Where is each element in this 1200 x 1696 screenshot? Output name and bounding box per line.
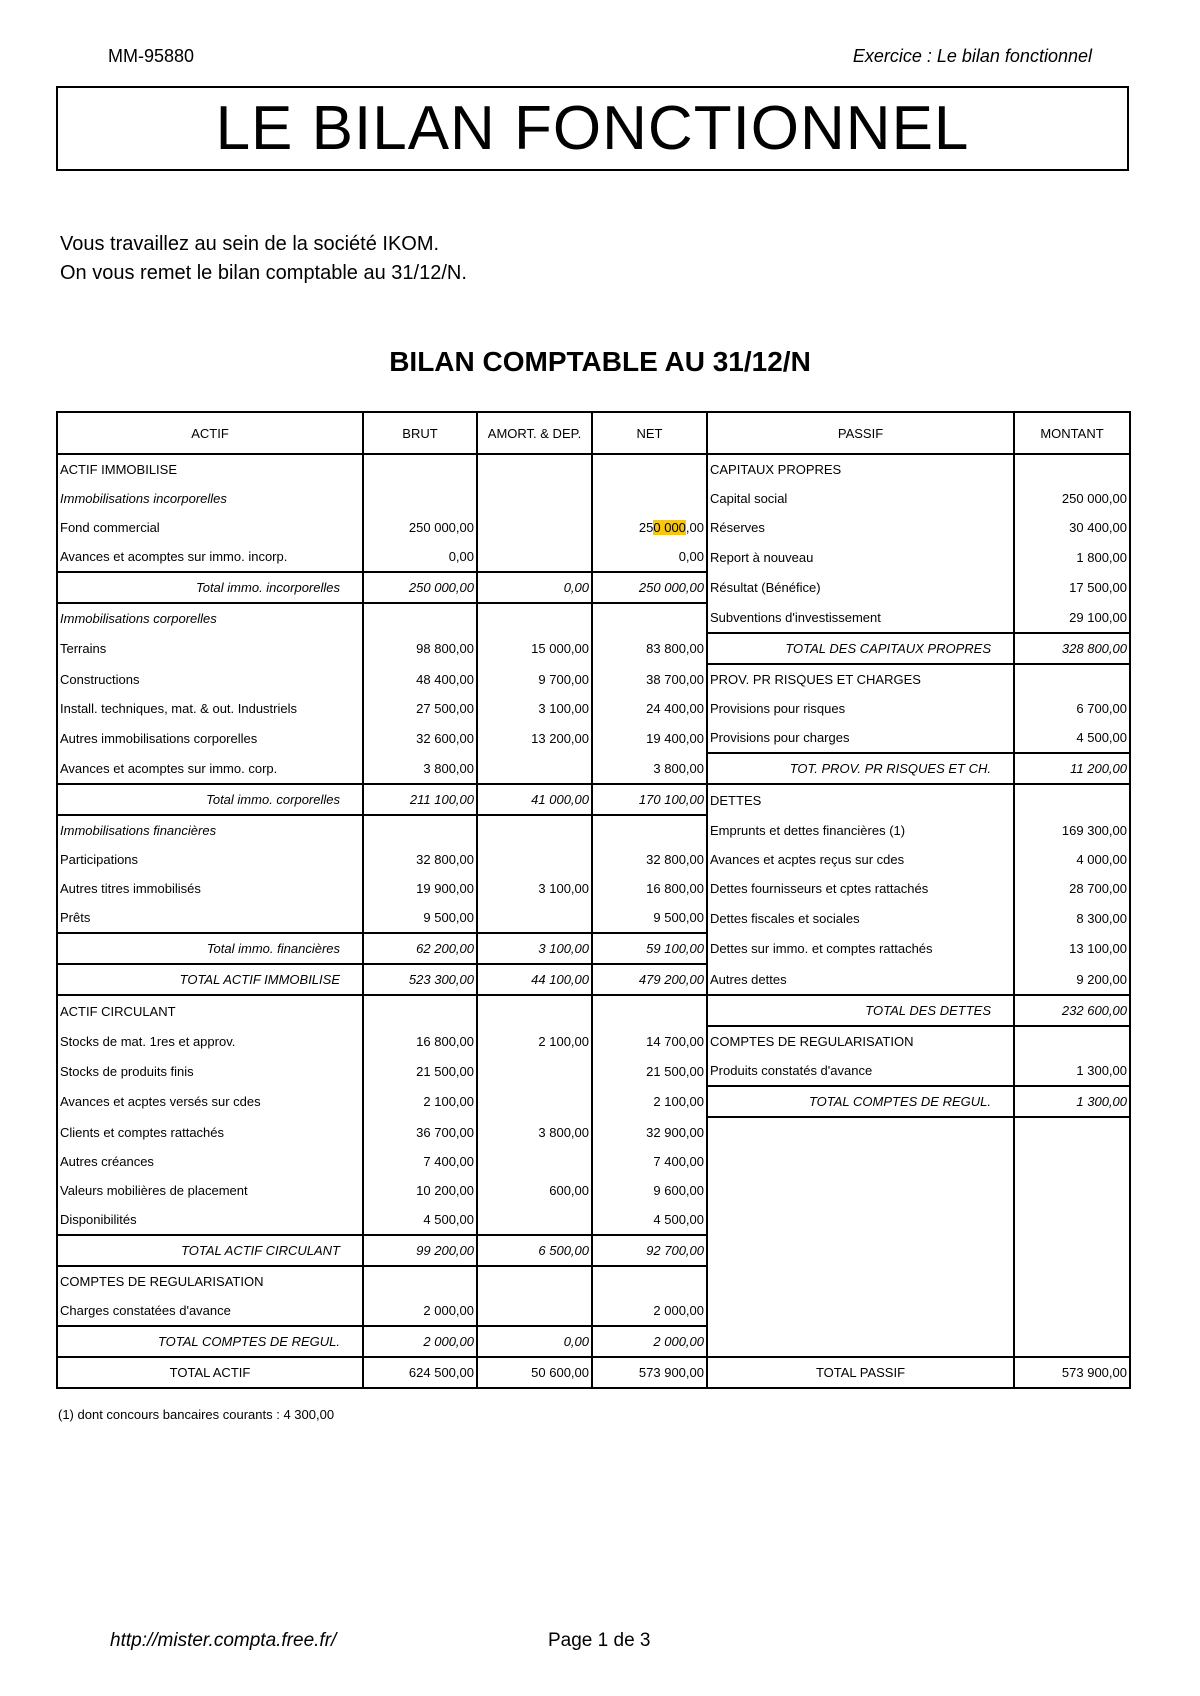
passif-label-cell: Emprunts et dettes financières (1) (707, 815, 1014, 845)
actif-label-cell: Autres titres immobilisés (57, 874, 363, 903)
brut-cell: 19 900,00 (363, 874, 477, 903)
brut-cell: 624 500,00 (363, 1357, 477, 1388)
passif-label-cell: DETTES (707, 784, 1014, 815)
col-header-montant: MONTANT (1014, 412, 1130, 454)
passif-label-cell: TOTAL DES CAPITAUX PROPRES (707, 633, 1014, 664)
table-row (57, 1326, 1130, 1357)
table-row (57, 1296, 1130, 1326)
actif-label-cell: Total immo. corporelles (57, 784, 363, 815)
net-cell: 2 000,00 (592, 1296, 707, 1326)
montant-cell (1014, 1205, 1130, 1235)
table-row (57, 1266, 1130, 1296)
actif-label-cell: Disponibilités (57, 1205, 363, 1235)
net-cell: 83 800,00 (592, 633, 707, 664)
montant-cell: 169 300,00 (1014, 815, 1130, 845)
brut-cell: 211 100,00 (363, 784, 477, 815)
actif-label-cell: Autres immobilisations corporelles (57, 723, 363, 753)
montant-cell (1014, 1235, 1130, 1266)
table-row (57, 845, 1130, 874)
actif-label-cell: TOTAL ACTIF IMMOBILISE (57, 964, 363, 995)
page-title: LE BILAN FONCTIONNEL (56, 86, 1129, 171)
net-cell: 32 800,00 (592, 845, 707, 874)
actif-label-cell: ACTIF CIRCULANT (57, 995, 363, 1026)
amort-cell (477, 603, 592, 633)
passif-label-cell: CAPITAUX PROPRES (707, 454, 1014, 484)
passif-label-cell (707, 1326, 1014, 1357)
col-header-actif: ACTIF (57, 412, 363, 454)
brut-cell (363, 603, 477, 633)
amort-cell: 44 100,00 (477, 964, 592, 995)
net-cell: 3 800,00 (592, 753, 707, 784)
actif-label-cell: Charges constatées d'avance (57, 1296, 363, 1326)
amort-cell (477, 542, 592, 572)
table-row (57, 1086, 1130, 1117)
amort-cell (477, 1296, 592, 1326)
table-row (57, 633, 1130, 664)
net-cell (592, 603, 707, 633)
amort-cell (477, 1086, 592, 1117)
amort-cell (477, 1147, 592, 1176)
actif-label-cell: Avances et acomptes sur immo. incorp. (57, 542, 363, 572)
actif-label-cell: Participations (57, 845, 363, 874)
amort-cell (477, 1205, 592, 1235)
brut-cell (363, 1266, 477, 1296)
net-cell (592, 484, 707, 513)
table-row (57, 603, 1130, 633)
net-cell (592, 815, 707, 845)
montant-cell: 11 200,00 (1014, 753, 1130, 784)
amort-cell: 0,00 (477, 572, 592, 603)
actif-label-cell: Immobilisations financières (57, 815, 363, 845)
actif-label-cell: Total immo. financières (57, 933, 363, 964)
amort-cell: 0,00 (477, 1326, 592, 1357)
brut-cell: 7 400,00 (363, 1147, 477, 1176)
actif-label-cell: Stocks de produits finis (57, 1056, 363, 1086)
passif-label-cell: TOTAL COMPTES DE REGUL. (707, 1086, 1014, 1117)
amort-cell: 15 000,00 (477, 633, 592, 664)
montant-cell: 17 500,00 (1014, 572, 1130, 603)
table-row (57, 484, 1130, 513)
table-row (57, 784, 1130, 815)
page-number: Page 1 de 3 (548, 1630, 651, 1651)
actif-label-cell: TOTAL ACTIF CIRCULANT (57, 1235, 363, 1266)
brut-cell (363, 454, 477, 484)
table-row (57, 513, 1130, 542)
amort-cell (477, 815, 592, 845)
actif-label-cell: Terrains (57, 633, 363, 664)
footer-url[interactable]: http://mister.compta.free.fr/ (110, 1630, 337, 1651)
passif-label-cell: Réserves (707, 513, 1014, 542)
passif-label-cell: Dettes fiscales et sociales (707, 903, 1014, 933)
intro-line-2: On vous remet le bilan comptable au 31/12/N. (60, 262, 467, 284)
balance-sheet-table (56, 411, 1131, 1389)
amort-cell: 600,00 (477, 1176, 592, 1205)
actif-label-cell: Autres créances (57, 1147, 363, 1176)
amort-cell: 9 700,00 (477, 664, 592, 694)
brut-cell: 99 200,00 (363, 1235, 477, 1266)
passif-label-cell (707, 1266, 1014, 1296)
brut-cell: 250 000,00 (363, 572, 477, 603)
brut-cell: 2 000,00 (363, 1296, 477, 1326)
net-cell: 14 700,00 (592, 1026, 707, 1056)
montant-cell (1014, 784, 1130, 815)
brut-cell (363, 995, 477, 1026)
passif-label-cell: Report à nouveau (707, 542, 1014, 572)
brut-cell (363, 484, 477, 513)
amort-cell (477, 753, 592, 784)
montant-cell (1014, 1326, 1130, 1357)
passif-label-cell: Produits constatés d'avance (707, 1056, 1014, 1086)
net-cell (592, 1266, 707, 1296)
table-row (57, 1117, 1130, 1147)
table-row (57, 1357, 1130, 1388)
montant-cell: 1 300,00 (1014, 1056, 1130, 1086)
table-row (57, 815, 1130, 845)
brut-cell: 21 500,00 (363, 1056, 477, 1086)
table-row (57, 1056, 1130, 1086)
passif-label-cell (707, 1117, 1014, 1147)
col-header-passif: PASSIF (707, 412, 1014, 454)
net-cell: 38 700,00 (592, 664, 707, 694)
montant-cell: 4 500,00 (1014, 723, 1130, 753)
brut-cell: 523 300,00 (363, 964, 477, 995)
actif-label-cell: Avances et acomptes sur immo. corp. (57, 753, 363, 784)
brut-cell: 4 500,00 (363, 1205, 477, 1235)
net-cell: 170 100,00 (592, 784, 707, 815)
passif-label-cell: Autres dettes (707, 964, 1014, 995)
net-cell: 250 000,00 (592, 513, 707, 542)
table-row (57, 1147, 1130, 1176)
net-cell: 21 500,00 (592, 1056, 707, 1086)
montant-cell (1014, 1117, 1130, 1147)
net-cell: 2 000,00 (592, 1326, 707, 1357)
net-cell: 9 500,00 (592, 903, 707, 933)
amort-cell (477, 484, 592, 513)
net-cell: 92 700,00 (592, 1235, 707, 1266)
amort-cell: 2 100,00 (477, 1026, 592, 1056)
montant-cell: 1 800,00 (1014, 542, 1130, 572)
montant-cell: 4 000,00 (1014, 845, 1130, 874)
actif-label-cell: Prêts (57, 903, 363, 933)
search-highlight: 0 000 (653, 520, 686, 535)
table-row (57, 903, 1130, 933)
actif-label-cell: Constructions (57, 664, 363, 694)
table-row (57, 454, 1130, 484)
actif-label-cell: Immobilisations incorporelles (57, 484, 363, 513)
amort-cell: 3 100,00 (477, 933, 592, 964)
passif-label-cell (707, 1147, 1014, 1176)
brut-cell: 32 800,00 (363, 845, 477, 874)
document-reference: MM-95880 (108, 46, 195, 66)
col-header-amort: AMORT. & DEP. (477, 412, 592, 454)
montant-cell: 13 100,00 (1014, 933, 1130, 964)
actif-label-cell: Stocks de mat. 1res et approv. (57, 1026, 363, 1056)
table-row (57, 874, 1130, 903)
table-row (57, 694, 1130, 723)
table-row (57, 542, 1130, 572)
footnote: (1) dont concours bancaires courants : 4 300,00 (58, 1407, 335, 1422)
passif-label-cell: Subventions d'investissement (707, 603, 1014, 633)
actif-label-cell: Valeurs mobilières de placement (57, 1176, 363, 1205)
table-row (57, 1235, 1130, 1266)
table-row (57, 933, 1130, 964)
brut-cell: 10 200,00 (363, 1176, 477, 1205)
passif-label-cell: TOT. PROV. PR RISQUES ET CH. (707, 753, 1014, 784)
table-row (57, 1205, 1130, 1235)
net-cell (592, 995, 707, 1026)
actif-label-cell: TOTAL ACTIF (57, 1357, 363, 1388)
passif-label-cell (707, 1176, 1014, 1205)
brut-cell: 48 400,00 (363, 664, 477, 694)
table-row (57, 964, 1130, 995)
passif-label-cell: PROV. PR RISQUES ET CHARGES (707, 664, 1014, 694)
passif-label-cell: Dettes sur immo. et comptes rattachés (707, 933, 1014, 964)
table-header-row (57, 412, 1130, 454)
montant-cell: 28 700,00 (1014, 874, 1130, 903)
actif-label-cell: Avances et acptes versés sur cdes (57, 1086, 363, 1117)
actif-label-cell: Immobilisations corporelles (57, 603, 363, 633)
amort-cell: 3 100,00 (477, 694, 592, 723)
net-cell: 7 400,00 (592, 1147, 707, 1176)
amort-cell: 13 200,00 (477, 723, 592, 753)
amort-cell (477, 454, 592, 484)
brut-cell: 2 000,00 (363, 1326, 477, 1357)
passif-label-cell: Résultat (Bénéfice) (707, 572, 1014, 603)
net-cell: 19 400,00 (592, 723, 707, 753)
net-cell: 250 000,00 (592, 572, 707, 603)
table-row (57, 995, 1130, 1026)
passif-label-cell: TOTAL DES DETTES (707, 995, 1014, 1026)
exercise-label: Exercice : Le bilan fonctionnel (852, 46, 1092, 66)
passif-label-cell: Provisions pour charges (707, 723, 1014, 753)
net-cell: 2 100,00 (592, 1086, 707, 1117)
passif-label-cell: COMPTES DE REGULARISATION (707, 1026, 1014, 1056)
amort-cell (477, 1266, 592, 1296)
bilan-title: BILAN COMPTABLE AU 31/12/N (389, 346, 811, 377)
intro-text (60, 230, 467, 288)
net-cell: 32 900,00 (592, 1117, 707, 1147)
actif-label-cell: Fond commercial (57, 513, 363, 542)
amort-cell: 3 100,00 (477, 874, 592, 903)
brut-cell (363, 815, 477, 845)
brut-cell: 0,00 (363, 542, 477, 572)
montant-cell: 6 700,00 (1014, 694, 1130, 723)
brut-cell: 27 500,00 (363, 694, 477, 723)
actif-label-cell: ACTIF IMMOBILISE (57, 454, 363, 484)
montant-cell: 9 200,00 (1014, 964, 1130, 995)
brut-cell: 32 600,00 (363, 723, 477, 753)
montant-cell: 8 300,00 (1014, 903, 1130, 933)
brut-cell: 36 700,00 (363, 1117, 477, 1147)
net-cell: 59 100,00 (592, 933, 707, 964)
amort-cell (477, 903, 592, 933)
amort-cell: 41 000,00 (477, 784, 592, 815)
actif-label-cell: COMPTES DE REGULARISATION (57, 1266, 363, 1296)
actif-label-cell: Clients et comptes rattachés (57, 1117, 363, 1147)
table-row (57, 723, 1130, 753)
brut-cell: 3 800,00 (363, 753, 477, 784)
net-cell: 0,00 (592, 542, 707, 572)
net-cell: 573 900,00 (592, 1357, 707, 1388)
montant-cell: 232 600,00 (1014, 995, 1130, 1026)
actif-label-cell: Install. techniques, mat. & out. Industriels (57, 694, 363, 723)
passif-label-cell (707, 1296, 1014, 1326)
table-row (57, 572, 1130, 603)
table-row (57, 753, 1130, 784)
intro-line-1: Vous travaillez au sein de la société IKOM. (60, 233, 440, 255)
passif-label-cell: TOTAL PASSIF (707, 1357, 1014, 1388)
table-row (57, 1026, 1130, 1056)
amort-cell (477, 1056, 592, 1086)
passif-label-cell: Avances et acptes reçus sur cdes (707, 845, 1014, 874)
montant-cell: 328 800,00 (1014, 633, 1130, 664)
brut-cell: 250 000,00 (363, 513, 477, 542)
table-row (57, 664, 1130, 694)
passif-label-cell (707, 1235, 1014, 1266)
amort-cell: 3 800,00 (477, 1117, 592, 1147)
amort-cell (477, 513, 592, 542)
col-header-brut: BRUT (363, 412, 477, 454)
net-cell: 16 800,00 (592, 874, 707, 903)
net-cell: 9 600,00 (592, 1176, 707, 1205)
montant-cell: 573 900,00 (1014, 1357, 1130, 1388)
table-row (57, 1176, 1130, 1205)
col-header-net: NET (592, 412, 707, 454)
passif-label-cell (707, 1205, 1014, 1235)
amort-cell: 50 600,00 (477, 1357, 592, 1388)
passif-label-cell: Capital social (707, 484, 1014, 513)
montant-cell (1014, 1026, 1130, 1056)
brut-cell: 98 800,00 (363, 633, 477, 664)
net-cell: 24 400,00 (592, 694, 707, 723)
amort-cell (477, 845, 592, 874)
montant-cell (1014, 1176, 1130, 1205)
brut-cell: 16 800,00 (363, 1026, 477, 1056)
passif-label-cell: Dettes fournisseurs et cptes rattachés (707, 874, 1014, 903)
passif-label-cell: Provisions pour risques (707, 694, 1014, 723)
montant-cell: 30 400,00 (1014, 513, 1130, 542)
actif-label-cell: Total immo. incorporelles (57, 572, 363, 603)
amort-cell (477, 995, 592, 1026)
brut-cell: 62 200,00 (363, 933, 477, 964)
montant-cell: 1 300,00 (1014, 1086, 1130, 1117)
montant-cell (1014, 664, 1130, 694)
montant-cell: 29 100,00 (1014, 603, 1130, 633)
net-cell (592, 454, 707, 484)
montant-cell: 250 000,00 (1014, 484, 1130, 513)
brut-cell: 2 100,00 (363, 1086, 477, 1117)
montant-cell (1014, 454, 1130, 484)
brut-cell: 9 500,00 (363, 903, 477, 933)
net-cell: 4 500,00 (592, 1205, 707, 1235)
montant-cell (1014, 1147, 1130, 1176)
montant-cell (1014, 1296, 1130, 1326)
amort-cell: 6 500,00 (477, 1235, 592, 1266)
actif-label-cell: TOTAL COMPTES DE REGUL. (57, 1326, 363, 1357)
montant-cell (1014, 1266, 1130, 1296)
net-cell: 479 200,00 (592, 964, 707, 995)
